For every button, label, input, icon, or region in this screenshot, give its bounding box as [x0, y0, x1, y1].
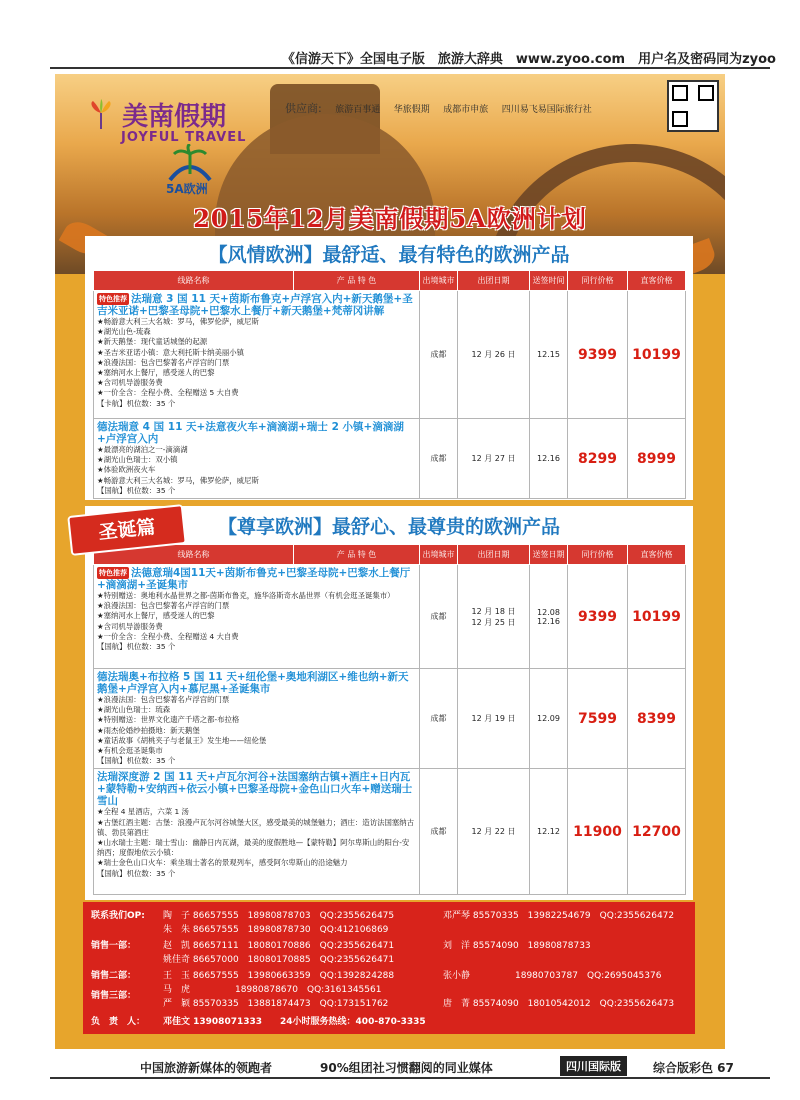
direct-price: 10199 — [628, 565, 686, 669]
contact-info: 严 颖 85570335 13881874473 QQ:173151762 — [163, 999, 389, 1009]
top-divider — [50, 67, 770, 69]
flyer — [55, 74, 725, 1049]
section-panel — [85, 236, 693, 500]
footer-slogan: 中国旅游新媒体的领跑者 — [140, 1061, 273, 1075]
contact-label: 销售三部： — [91, 991, 137, 1001]
footer-divider — [50, 1077, 770, 1079]
route-cell — [94, 769, 420, 895]
5a-europe-logo — [160, 144, 220, 196]
departure-city: 成都 — [420, 669, 458, 769]
col-header: 直客价格 — [628, 545, 686, 565]
table-row — [94, 419, 686, 499]
contact-info: 姚佳奇 86657000 18080170885 QQ:2355626471 — [163, 955, 395, 965]
flower-logo-icon — [85, 99, 117, 131]
feature-line: ★畅游意大利三大名城：罗马，佛罗伦萨，威尼斯 — [97, 475, 259, 485]
contact-info: 朱 朱 86657555 18980878730 QQ:412106869 — [163, 925, 389, 935]
feature-line: ★湖光山色瑞士：琉森 — [97, 705, 171, 715]
supplier-logo: 四川易飞易国际旅行社 — [501, 105, 592, 115]
peer-price: 9399 — [568, 565, 628, 669]
feature-line: 【国航】机位数：35 个 — [97, 485, 176, 495]
contact-info: 张小静 18980703787 QQ:2695045376 — [443, 971, 662, 981]
top-banner — [0, 0, 800, 70]
contact-label: 销售一部： — [91, 941, 137, 951]
feature-line: ★畅游意大利三大名城：罗马，佛罗伦萨，威尼斯 — [97, 317, 259, 326]
col-header: 同行价格 — [568, 545, 628, 565]
section-title: 【尊享欧洲】最舒心、最尊贵的欧洲产品 — [217, 516, 560, 538]
feature-line: ★塞纳河水上餐厅，感受迷人的巴黎 — [97, 611, 215, 621]
route-cell — [94, 565, 420, 669]
departure-date: 12 月 26 日 — [458, 291, 530, 419]
route-title-text: 德法瑞意 4 国 11 天+法意夜火车+滴滴湖+瑞士 2 小镇+滴滴湖+卢浮宫入内 — [97, 421, 404, 445]
supplier-logo: 旅游百事通 — [335, 105, 381, 115]
product-table — [93, 544, 686, 895]
contact-label: 负 责 人： — [91, 1017, 146, 1027]
direct-price: 8999 — [628, 419, 686, 499]
feature-line: ★有机会逛圣诞集市 — [97, 746, 163, 756]
route-cell — [94, 291, 420, 419]
peer-price: 9399 — [568, 291, 628, 419]
direct-price: 8399 — [628, 669, 686, 769]
hot-badge: 特色推荐 — [99, 295, 127, 303]
feature-line: ★特别赠送：世界文化遗产千塔之都-布拉格 — [97, 715, 240, 725]
page-number: 综合版彩色 67 — [653, 1061, 734, 1075]
contact-label: 销售二部： — [91, 971, 137, 981]
contact-info: 邓佳文 13908071333 24小时服务热线：400-870-3335 — [163, 1017, 426, 1027]
visa-date: 12.16 — [530, 419, 568, 499]
contact-info: 唐 菁 85574090 18010542012 QQ:2355626473 — [443, 999, 675, 1009]
col-header: 出境城市 — [420, 545, 458, 565]
feature-line: ★浪漫法国：包含巴黎著名卢浮宫的门票 — [97, 601, 230, 611]
visa-date: 12.08 12.16 — [530, 565, 568, 669]
col-header: 送签日期 — [530, 545, 568, 565]
peer-price: 7599 — [568, 669, 628, 769]
table-row — [94, 291, 686, 419]
route-title-text: 法瑞深度游 2 国 11 天+卢瓦尔河谷+法国塞纳古镇+酒庄+日内瓦+蒙特勒+安纳西+依云小镇+巴黎圣母院+金色山口火车+赠送瑞士雪山 — [97, 771, 413, 808]
route-title — [97, 293, 416, 317]
suppliers — [285, 100, 592, 116]
feature-line: ★特别赠送：奥地利水晶世界之都-茵斯布鲁克，施华洛斯奇水晶世界（有机会逛圣诞集市） — [97, 591, 395, 600]
hot-badge: 特色推荐 — [99, 569, 127, 577]
feature-line: 【卡航】机位数：35 个 — [97, 398, 176, 408]
departure-city: 成都 — [420, 565, 458, 669]
col-header: 出团日期 — [458, 545, 530, 565]
brand-name: 美南假期 — [122, 102, 227, 132]
peer-price: 11900 — [568, 769, 628, 895]
visa-date: 12.12 — [530, 769, 568, 895]
brand-logo — [85, 96, 247, 145]
route-title-text: 德法瑞奥+布拉格 5 国 11 天+纽伦堡+奥地利湖区+维也纳+新天鹅堡+卢浮宫入内+慕尼黑+圣诞集市 — [97, 671, 409, 695]
section-title: 【风情欧洲】最舒适、最有特色的欧洲产品 — [208, 244, 570, 266]
col-header: 出境城市 — [420, 271, 458, 291]
feature-line: ★全程 4 星酒店，六菜 1 汤 — [97, 807, 189, 817]
brand-name-en: JOYFUL TRAVEL — [121, 130, 247, 145]
edition-badge: 四川国际版 — [560, 1056, 627, 1076]
feature-line: ★一价全含：全程小费、全程赠送 5 大自费 — [97, 388, 239, 398]
col-header: 出团日期 — [458, 271, 530, 291]
feature-line: ★雨杰伦婚纱拍摄地：新天鹅堡 — [97, 725, 200, 735]
col-header: 产 品 特 色 — [294, 545, 420, 565]
suppliers-label: 供应商: — [285, 102, 322, 115]
feature-line: ★瑞士金色山口火车：乘坐瑞士著名的景观列车，感受阿尔卑斯山的沿途魅力 — [97, 858, 348, 868]
route-cell — [94, 419, 420, 499]
feature-line: ★湖光山色-琉森 — [97, 327, 151, 337]
departure-date: 12 月 19 日 — [458, 669, 530, 769]
departure-city: 成都 — [420, 769, 458, 895]
feature-line: ★含司机导游服务费 — [97, 378, 163, 388]
contact-info: 赵 凯 86657111 18080170886 QQ:2355626471 — [163, 941, 395, 951]
contact-info: 陶 子 86657555 18980878703 QQ:2355626475 — [163, 911, 395, 921]
palm-logo-icon — [160, 144, 220, 184]
table-row — [94, 565, 686, 669]
footer-slogan: 90%组团社习惯翻阅的同业媒体 — [320, 1061, 493, 1075]
feature-line: ★一价全含：全程小费、全程赠送 4 大自费 — [97, 631, 239, 641]
departure-city: 成都 — [420, 291, 458, 419]
departure-city: 成都 — [420, 419, 458, 499]
contact-panel — [83, 902, 695, 1034]
section-panel — [85, 506, 693, 900]
feature-line: ★新天鹅堡：现代童话城堡的起源 — [97, 337, 208, 347]
feature-line: ★体验欧洲夜火车 — [97, 465, 156, 475]
route-title — [97, 567, 416, 591]
feature-line: ★童话故事《胡桃夹子与老鼠王》发生地——纽伦堡 — [97, 735, 267, 745]
col-header: 送签时间 — [530, 271, 568, 291]
headline: 2015年12月美南假期5A欧洲计划 — [193, 204, 587, 233]
departure-date: 12 月 22 日 — [458, 769, 530, 895]
direct-price: 12700 — [628, 769, 686, 895]
visa-date: 12.09 — [530, 669, 568, 769]
feature-line: 【国航】机位数：35 个 — [97, 756, 176, 766]
qr-code — [667, 80, 719, 132]
feature-line: 【国航】机位数：35 个 — [97, 642, 176, 652]
feature-line: ★古堡红酒主题：古堡：浪漫卢瓦尔河谷城堡大区，感受最美的城堡魅力；酒庄：造访法国塞纳古镇、勃艮第酒庄 — [97, 817, 415, 837]
supplier-logo: 成都市申旅 — [443, 105, 489, 115]
christmas-tag-text: 圣诞篇 — [97, 516, 157, 544]
col-header: 线路名称 — [94, 271, 294, 291]
feature-line: 【国航】机位数：35 个 — [97, 868, 176, 878]
visa-date: 12.15 — [530, 291, 568, 419]
departure-date: 12 月 18 日 12 月 25 日 — [458, 565, 530, 669]
contact-info: 邓严琴 85570335 13982254679 QQ:2355626472 — [443, 911, 675, 921]
route-cell — [94, 669, 420, 769]
col-header: 产 品 特 色 — [294, 271, 420, 291]
col-header: 直客价格 — [628, 271, 686, 291]
route-title-text: 法瑞意 3 国 11 天+茵斯布鲁克+卢浮宫入内+新天鹅堡+圣吉米亚诺+巴黎圣母院+巴黎水上餐厅+新天鹅堡+梵蒂冈讲解 — [97, 293, 413, 317]
departure-date: 12 月 27 日 — [458, 419, 530, 499]
contact-info: 刘 洋 85574090 18980878733 — [443, 941, 591, 951]
table-header-row — [94, 271, 686, 291]
feature-line: ★圣吉米亚诺小镇：意大利托斯卡纳美丽小镇 — [97, 347, 245, 357]
contact-info: 马 虎 18980878670 QQ:3161345561 — [163, 985, 382, 995]
peer-price: 8299 — [568, 419, 628, 499]
page-footer — [0, 1053, 800, 1081]
feature-line: ★塞纳河水上餐厅，感受迷人的巴黎 — [97, 368, 215, 378]
feature-line: ★浪漫法国：包含巴黎著名卢浮宫的门票 — [97, 357, 230, 367]
feature-line: ★山水瑞士主题：瑞士雪山：幽静日内瓦湖，最美的度假胜地—【蒙特勒】阿尔卑斯山的阳台-安纳西；度假地依云小镇： — [97, 838, 410, 858]
table-row — [94, 769, 686, 895]
col-header: 同行价格 — [568, 271, 628, 291]
table-header-row — [94, 545, 686, 565]
feature-line: ★浪漫法国：包含巴黎著名卢浮宫的门票 — [97, 695, 230, 704]
top-banner-text: 《信游天下》全国电子版 旅游大辞典 www.zyoo.com 用户名及密码同为zyoo — [281, 52, 776, 67]
supplier-logo: 华旅假期 — [393, 105, 430, 115]
col-header: 线路名称 — [94, 545, 294, 565]
product-table — [93, 270, 686, 499]
5a-logo-label: 5A欧洲 — [166, 182, 208, 196]
route-title-text: 法德意瑞4国11天+茵斯布鲁克+巴黎圣母院+巴黎水上餐厅+滴滴湖+圣诞集市 — [97, 567, 411, 591]
feature-line: ★湖光山色瑞士：双小镇 — [97, 455, 178, 465]
direct-price: 10199 — [628, 291, 686, 419]
table-row — [94, 669, 686, 769]
contact-label: 联系我们OP: — [91, 911, 145, 921]
feature-line: ★最漂亮的湖泊之一-滴滴湖 — [97, 445, 188, 454]
contact-info: 王 玉 86657555 13980663359 QQ:1392824288 — [163, 971, 395, 981]
feature-line: ★含司机导游服务费 — [97, 621, 163, 631]
